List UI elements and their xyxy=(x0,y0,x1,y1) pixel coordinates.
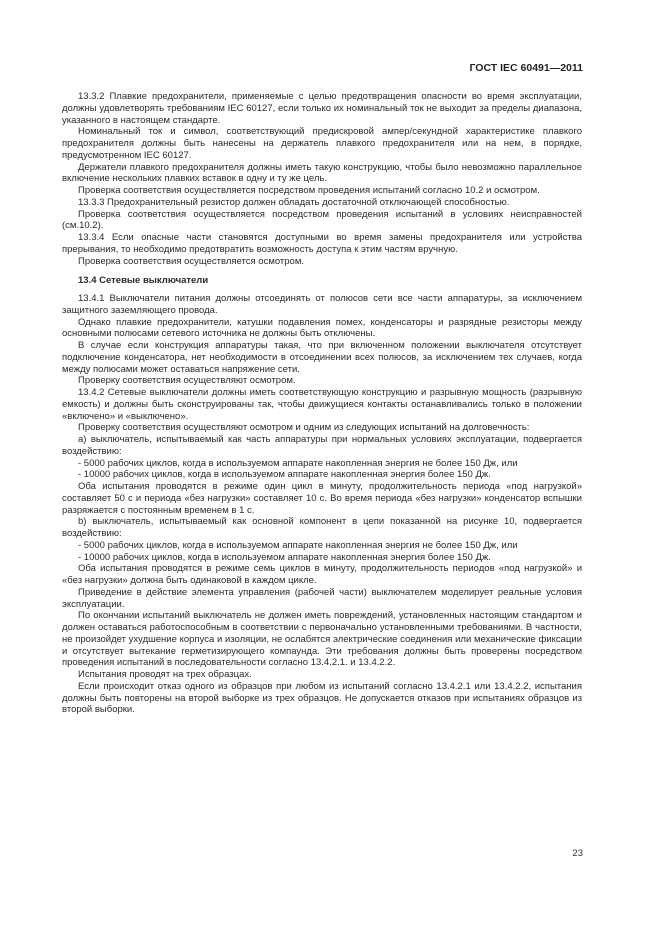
paragraph: В случае если конструкция аппаратуры такая, что при включенном положении выключателя отсутствует подключение конденсатора, нет необходимости в отсоединении всех полюсов, за исключением тех случаев, когда между полюсами может оставаться напряжение сети. xyxy=(62,340,582,375)
list-item: - 10000 рабочих циклов, когда в используемом аппарате накопленная энергия более 150 Дж. xyxy=(78,469,491,481)
paragraph: Однако плавкие предохранители, катушки подавления помех, конденсаторы и разрядные резисторы между основными полюсами сетевого источника не должны быть отключены. xyxy=(62,316,582,340)
paragraph: 13.3.3 Предохранительный резистор должен обладать достаточной отключающей способностью. xyxy=(78,196,510,208)
list-item: - 5000 рабочих циклов, когда в используемом аппарате накопленная энергия не более 150 Дж, или xyxy=(78,539,518,551)
standard-header: ГОСТ IEC 60491—2011 xyxy=(469,62,583,74)
paragraph: 13.3.2 Плавкие предохранители, применяемые с целью предотвращения опасности во время эксплуатации, должны удовлетворять требованиям IEC 60127, если только их номинальный ток не выходит за пределы диапазона, указанного в настоящем стандарте. xyxy=(62,91,582,126)
paragraph: Проверка соответствия осуществляется посредством проведения испытаний в условиях неисправностей (см.10.2). xyxy=(62,208,582,232)
paragraph: По окончании испытаний выключатель не должен иметь повреждений, установленных настоящим стандартом и должен оставаться работоспособным в соответствии с первоначально установленными требованиями. В частности, не произойдет ухудшение корпуса и изоляции, не ослабятся электрические соединения или механические фиксации и отсутствует вытекание герметизирующего компаунда. Эти требования должны быть проверены посредством проведения испытаний в последовательности согласно 13.4.2.1. и 13.4.2.2. xyxy=(62,610,582,669)
list-item: - 5000 рабочих циклов, когда в используемом аппарате накопленная энергия не более 150 Дж, или xyxy=(78,457,518,469)
paragraph: 13.4.1 Выключатели питания должны отсоединять от полюсов сети все части аппаратуры, за исключением защитного заземляющего провода. xyxy=(62,293,582,316)
page-number: 23 xyxy=(572,848,583,859)
paragraph: Проверка соответствия осуществляется осмотром. xyxy=(78,255,305,267)
paragraph: b) выключатель, испытываемый как основной компонент в цепи показанной на рисунке 10, подвергается воздействию: xyxy=(62,516,582,539)
paragraph: 13.3.4 Если опасные части становятся доступными во время замены предохранителя или устройства прерывания, то необходимо предотвратить возможность доступа к этим частям вручную. xyxy=(62,232,582,255)
paragraph: Приведение в действие элемента управления (рабочей части) выключателем моделирует реальные условия эксплуатации. xyxy=(62,586,582,610)
list-item: - 10000 рабочих циклов, когда в используемом аппарате накопленная энергия более 150 Дж. xyxy=(78,551,491,563)
paragraph: Испытания проводят на трех образцах. xyxy=(78,669,252,680)
paragraph: Проверку соответствия осуществляют осмотром и одним из следующих испытаний на долговечность: xyxy=(78,422,530,434)
paragraph: Номинальный ток и символ, соответствующий предискровой ампер/секундной характеристике плавкого предохранителя должны быть нанесены на держатель плавкого предохранителя или на нем, в порядке, предусмотренном IEC 60127. xyxy=(62,126,582,161)
paragraph: 13.4.2 Сетевые выключатели должны иметь соответствующую конструкцию и разрывную мощность (разрывную емкость) и должны быть сконструированы так, чтобы движущиеся контакты останавливались только в положении «включено» и «выключено». xyxy=(62,387,582,422)
paragraph: Если происходит отказ одного из образцов при любом из испытаний согласно 13.4.2.1 или 13.4.2.2, испытания должны быть повторены на второй выборке из трех образцов. Не допускается отказов при испытаниях образцов из второй выборки. xyxy=(62,680,582,716)
paragraph: Держатели плавкого предохранителя должны иметь такую конструкцию, чтобы было невозможно параллельное включение нескольких плавких вставок в одну и ту же цель. xyxy=(62,161,582,185)
paragraph: Проверка соответствия осуществляется посредством проведения испытаний согласно 10.2 и осмотром. xyxy=(78,185,540,196)
paragraph: Оба испытания проводятся в режиме семь циклов в минуту, продолжительность периодов «под нагрузкой» и «без нагрузки» должна быть одинаковой в каждом цикле. xyxy=(62,563,582,586)
paragraph: a) выключатель, испытываемый как часть аппаратуры при нормальных условиях эксплуатации, подвергается воздействию: xyxy=(62,434,582,457)
paragraph: Проверку соответствия осуществляют осмотром. xyxy=(78,375,296,387)
section-heading: 13.4 Сетевые выключатели xyxy=(78,275,209,287)
document-body xyxy=(62,91,582,716)
paragraph: Оба испытания проводятся в режиме один цикл в минуту, продолжительность периода «под нагрузкой» составляет 50 с и периода «без нагрузки» составляет 10 с. Во время периода «без нагрузки» конденсатор вспышки разряжается с постоянным временем в 1 с. xyxy=(62,481,582,516)
